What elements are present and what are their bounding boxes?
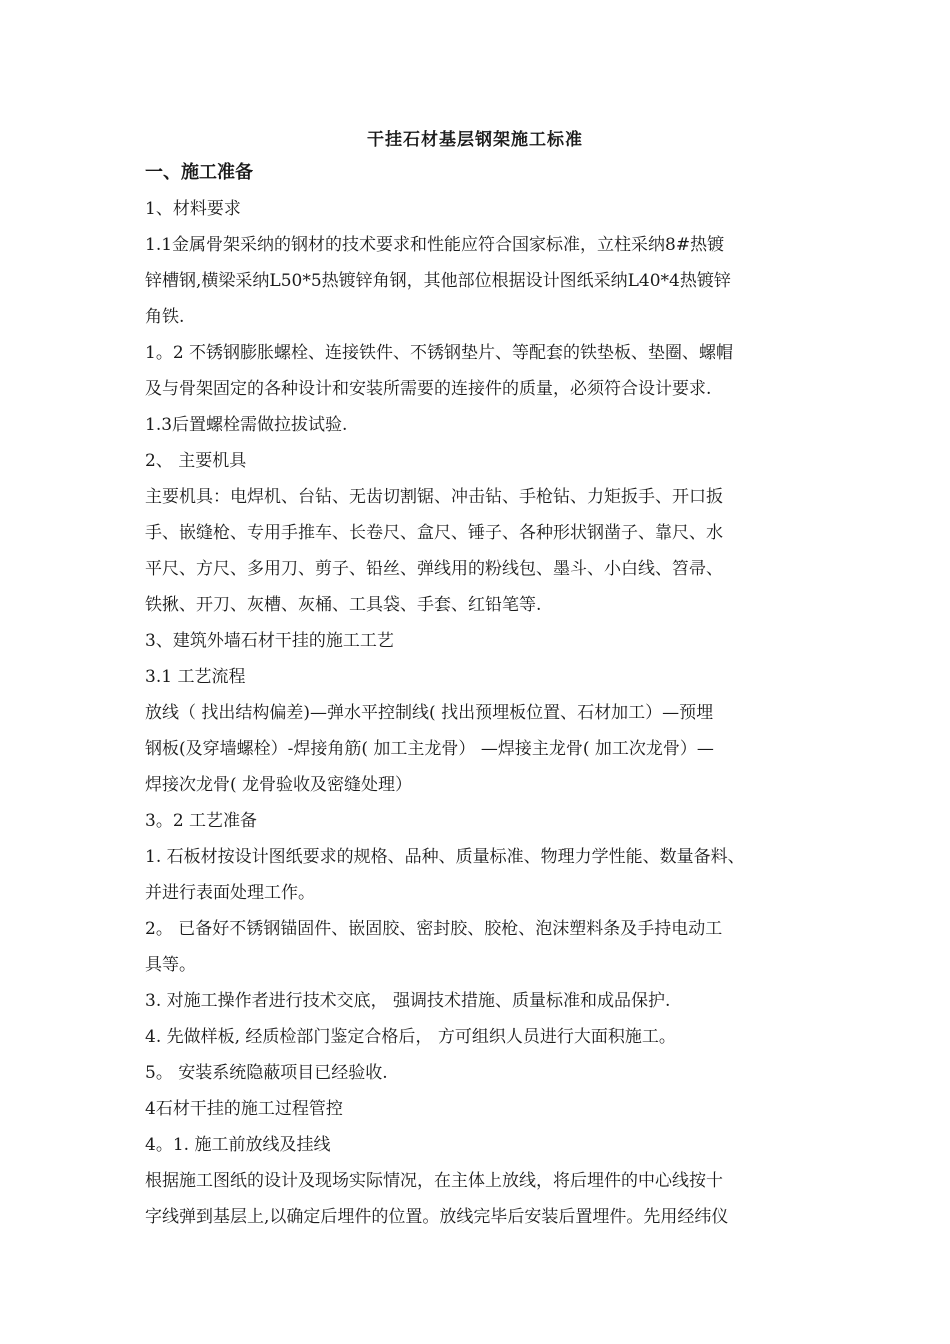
paragraph-line: 3.1 工艺流程 — [145, 667, 246, 687]
paragraph-line: 4石材干挂的施工过程管控 — [145, 1099, 343, 1119]
paragraph-line: 放线（ 找出结构偏差)—弹水平控制线( 找出预埋板位置、石材加工）—预埋 — [145, 703, 714, 723]
paragraph-line: 焊接次龙骨( 龙骨验收及密缝处理） — [145, 775, 413, 795]
paragraph-line: 4. 先做样板, 经质检部门鉴定合格后， 方可组织人员进行大面积施工。 — [145, 1027, 676, 1047]
paragraph-line: 5。 安装系统隐蔽项目已经验收. — [145, 1063, 388, 1083]
paragraph-line: 锌槽钢,横梁采纳L50*5热镀锌角钢，其他部位根据设计图纸采纳L40*4热镀锌 — [145, 271, 731, 291]
paragraph-line: 字线弹到基层上,以确定后埋件的位置。放线完毕后安装后置埋件。先用经纬仪 — [145, 1207, 729, 1227]
paragraph-line: 1. 石板材按设计图纸要求的规格、品种、质量标准、物理力学性能、数量备料、 — [145, 847, 745, 867]
paragraph-line: 2、 主要机具 — [145, 451, 247, 471]
paragraph-line: 1、材料要求 — [145, 199, 241, 219]
paragraph-line: 根据施工图纸的设计及现场实际情况，在主体上放线，将后埋件的中心线按十 — [145, 1171, 723, 1191]
paragraph-line: 4。1. 施工前放线及挂线 — [145, 1135, 331, 1155]
paragraph-line: 3。2 工艺准备 — [145, 811, 258, 831]
paragraph-line: 1.3后置螺栓需做拉拔试验. — [145, 415, 348, 435]
paragraph-line: 铁揪、开刀、灰槽、灰桶、工具袋、手套、红铅笔等. — [145, 595, 542, 615]
paragraph-line: 具等。 — [145, 955, 196, 975]
paragraph-line: 并进行表面处理工作。 — [145, 883, 315, 903]
paragraph-line: 钢板(及穿墙螺栓）-焊接角筋( 加工主龙骨） —焊接主龙骨( 加工次龙骨）— — [145, 739, 714, 759]
paragraph-line: 3. 对施工操作者进行技术交底， 强调技术措施、质量标准和成品保护. — [145, 991, 671, 1011]
paragraph-line: 3、建筑外墙石材干挂的施工工艺 — [145, 631, 394, 651]
document-title: 干挂石材基层钢架施工标准 — [367, 130, 583, 150]
section-heading: 一、施工准备 — [145, 162, 253, 183]
paragraph-line: 2。 已备好不锈钢锚固件、嵌固胶、密封胶、胶枪、泡沫塑料条及手持电动工 — [145, 919, 723, 939]
paragraph-line: 主要机具：电焊机、台钻、无齿切割锯、冲击钻、手枪钻、力矩扳手、开口扳 — [145, 487, 723, 507]
paragraph-line: 1。2 不锈钢膨胀螺栓、连接铁件、不锈钢垫片、等配套的铁垫板、垫圈、螺帽 — [145, 343, 734, 363]
paragraph-line: 1.1金属骨架采纳的钢材的技术要求和性能应符合国家标准，立柱采纳8#热镀 — [145, 235, 725, 255]
paragraph-line: 平尺、方尺、多用刀、剪子、铅丝、弹线用的粉线包、墨斗、小白线、笤帚、 — [145, 559, 723, 579]
paragraph-line: 及与骨架固定的各种设计和安装所需要的连接件的质量，必须符合设计要求. — [145, 379, 712, 399]
document-body — [145, 155, 825, 1235]
paragraph-line: 角铁. — [145, 307, 185, 327]
paragraph-line: 手、嵌缝枪、专用手推车、长卷尺、盒尺、锤子、各种形状钢凿子、靠尺、水 — [145, 523, 723, 543]
